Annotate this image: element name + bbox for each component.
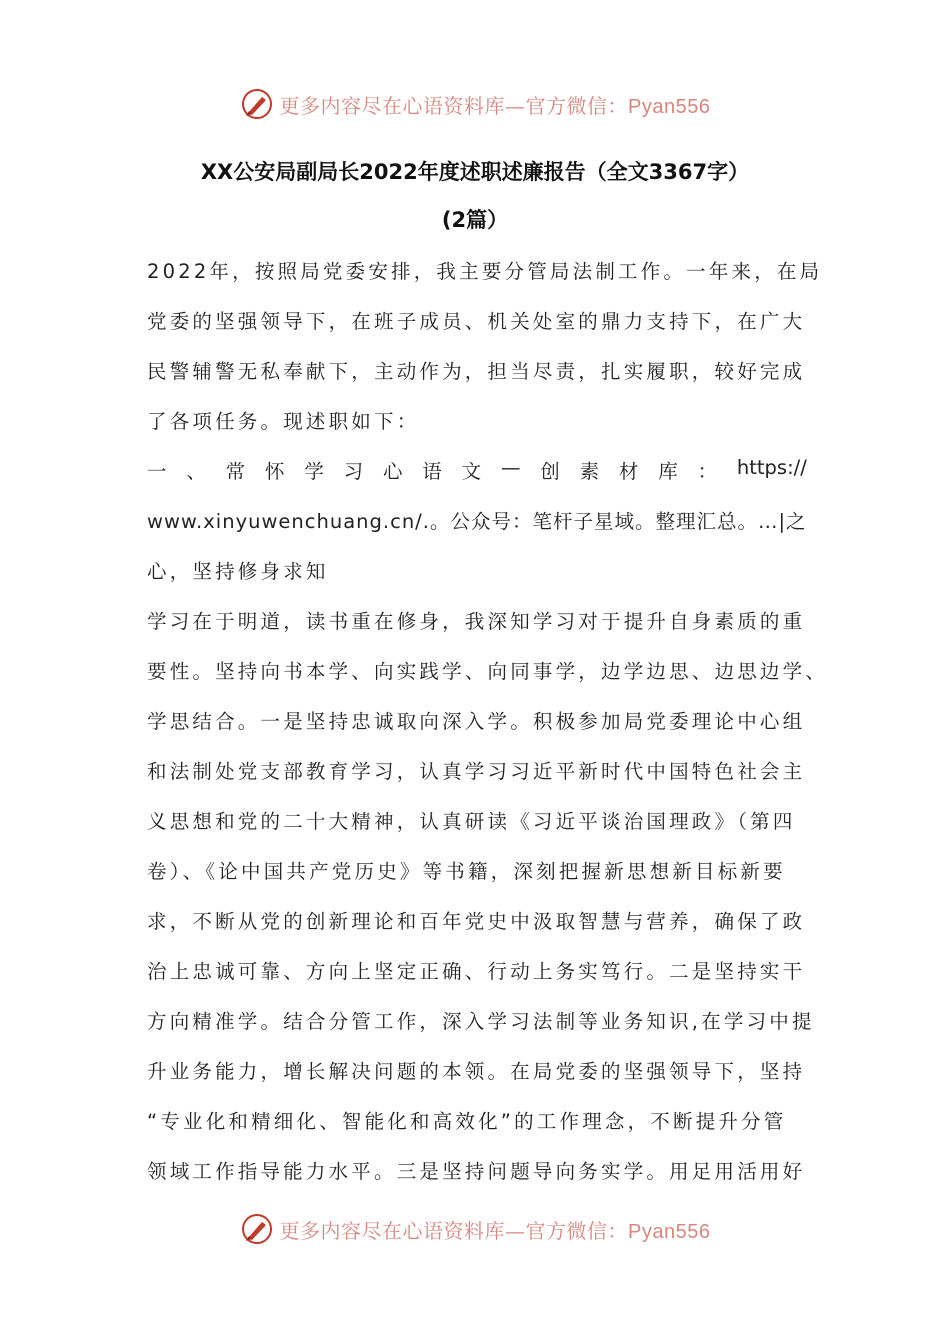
- heading-char: 素: [579, 460, 600, 483]
- document-subtitle: (2篇）: [441, 208, 509, 232]
- heading-char: 材: [618, 460, 639, 483]
- heading-line: 心，坚持修身求知: [147, 560, 329, 583]
- body-line: 求，不断从党的创新理论和百年党史中汲取智慧与营养，确保了政: [147, 910, 806, 933]
- heading-char: 一: [147, 460, 167, 483]
- body-line: “专业化和精细化、智能化和高效化”的工作理念，不断提升分管: [147, 1110, 787, 1133]
- heading-char: 语: [422, 460, 442, 483]
- heading-char: ：: [697, 460, 718, 483]
- body-line: 学思结合。一是坚持忠诚取向深入学。积极参加局党委理论中心组: [147, 710, 806, 733]
- intro-line: 2022年，按照局党委安排，我主要分管局法制工作。一年来，在局: [147, 260, 823, 283]
- body-line: 方向精准学。结合分管工作，深入学习法制等业务知识,在学习中提: [147, 1010, 815, 1033]
- heading-url-line: www.xinyuwenchuang.cn/.。公众号：笔杆子星域。整理汇总。…|之: [147, 510, 807, 533]
- heading-link[interactable]: https://: [736, 456, 807, 479]
- pen-nib-icon: [240, 1212, 274, 1246]
- body-line: 义思想和党的二十大精神，认真研读《习近平谈治国理政》（第四: [147, 810, 796, 833]
- heading-char: —: [500, 456, 521, 479]
- intro-line: 党委的坚强领导下，在班子成员、机关处室的鼎力支持下，在广大: [147, 310, 806, 333]
- footer-watermark: [0, 1207, 950, 1251]
- heading-char: 怀: [264, 460, 285, 483]
- body-line: 卷）、《论中国共产党历史》等书籍，深刻把握新思想新目标新要: [147, 860, 786, 883]
- intro-line: 民警辅警无私奉献下，主动作为，担当尽责，扎实履职，较好完成: [147, 360, 806, 383]
- heading-char: 习: [343, 460, 364, 483]
- body-line: 领域工作指导能力水平。三是坚持问题导向务实学。用足用活用好: [147, 1160, 806, 1183]
- section-heading-line: [147, 456, 807, 484]
- heading-char: 库: [658, 460, 678, 483]
- heading-char: 创: [540, 460, 560, 483]
- heading-char: 、: [186, 460, 206, 483]
- body-line: 学习在于明道，读书重在修身，我深知学习对于提升自身素质的重: [147, 610, 806, 633]
- header-watermark: [0, 82, 950, 126]
- document-title: XX公安局副局长2022年度述职述廉报告（全文3367字）: [200, 160, 750, 184]
- intro-line: 了各项任务。现述职如下：: [147, 410, 420, 433]
- heading-char: 心: [382, 460, 403, 483]
- heading-char: 文: [461, 460, 482, 483]
- watermark-text: 更多内容尽在心语资料库—官方微信：Pyan556: [279, 1218, 711, 1243]
- pen-nib-icon: [240, 87, 274, 121]
- body-line: 和法制处党支部教育学习，认真学习习近平新时代中国特色社会主: [147, 760, 806, 783]
- body-line: 升业务能力，增长解决问题的本领。在局党委的坚强领导下，坚持: [147, 1060, 806, 1083]
- body-line: 治上忠诚可靠、方向上坚定正确、行动上务实笃行。二是坚持实干: [147, 960, 806, 983]
- body-line: 要性。坚持向书本学、向实践学、向同事学，边学边思、边思边学、: [147, 660, 829, 683]
- heading-char: 学: [304, 460, 324, 483]
- watermark-text: 更多内容尽在心语资料库—官方微信：Pyan556: [279, 93, 711, 118]
- heading-char: 常: [225, 460, 246, 483]
